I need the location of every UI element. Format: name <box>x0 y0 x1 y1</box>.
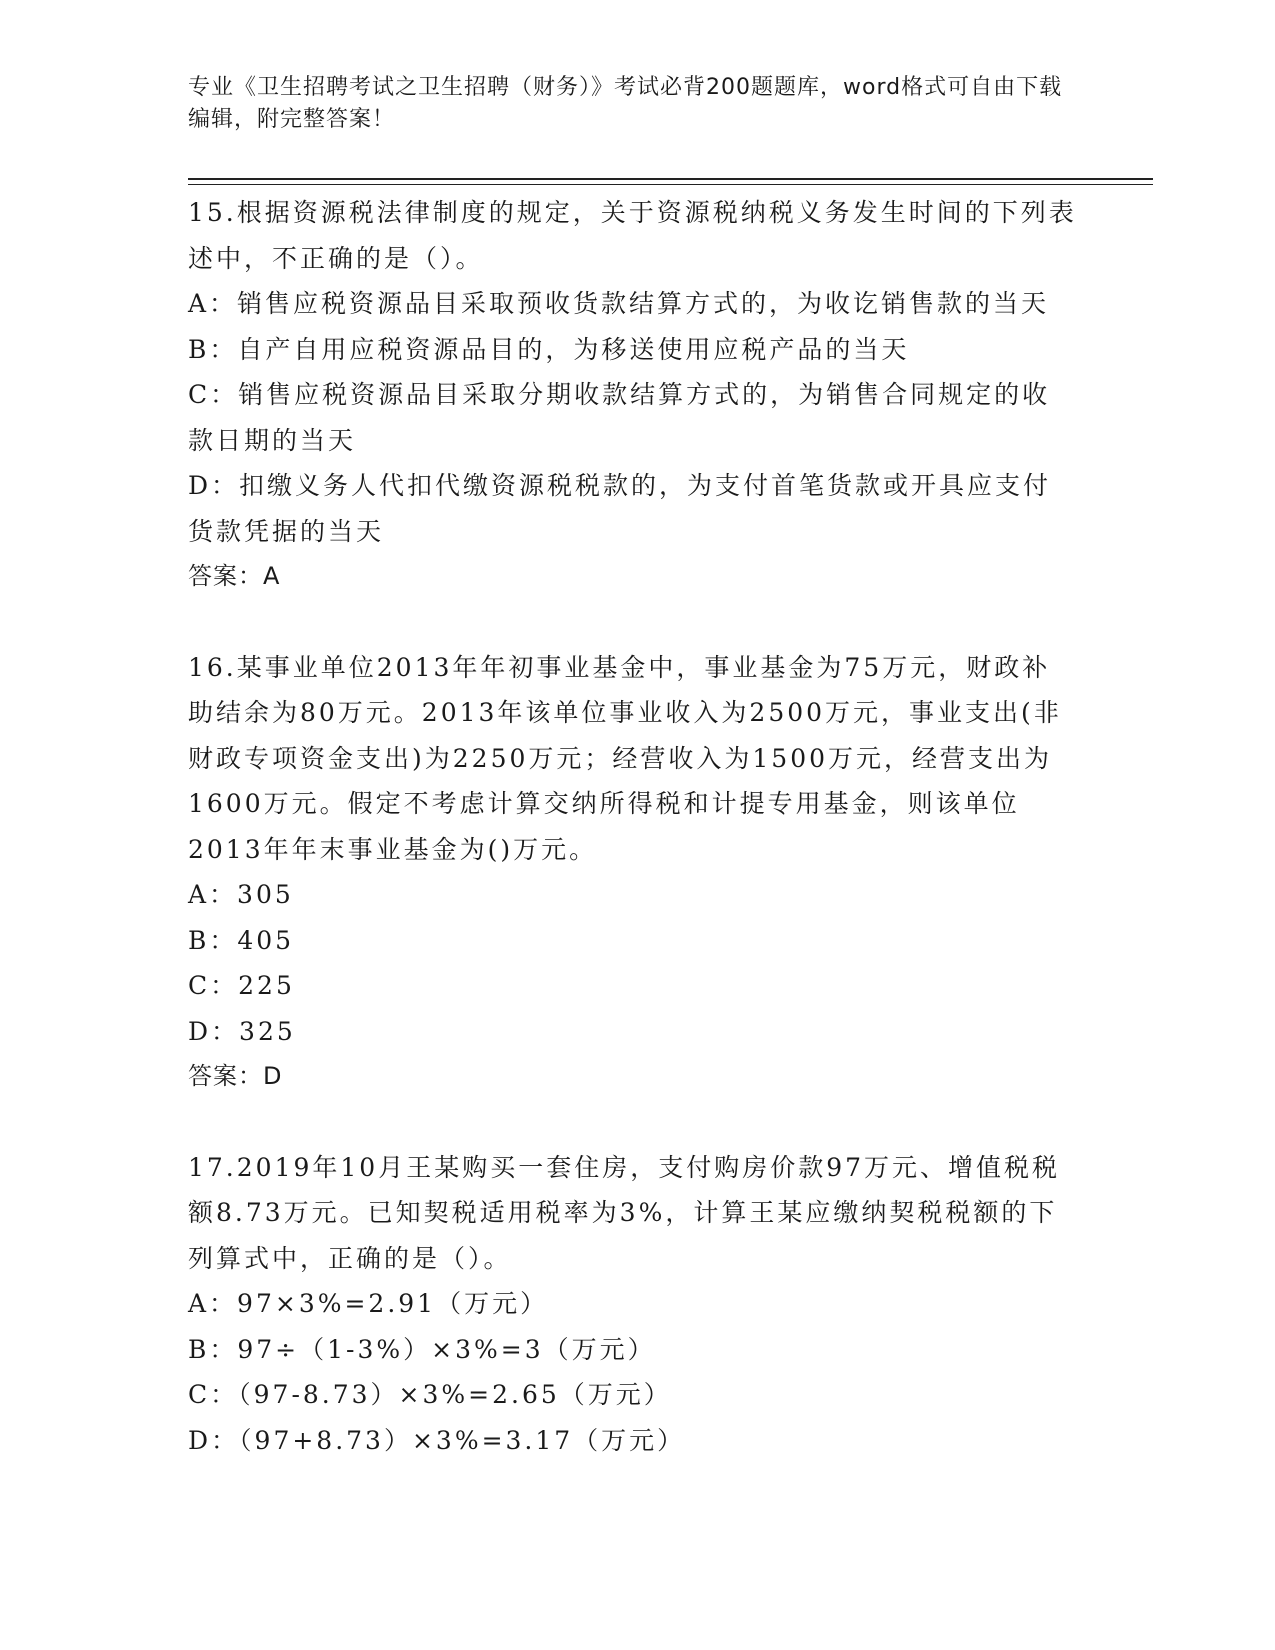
question-stem: 16.某事业单位2013年年初事业基金中，事业基金为75万元，财政补助结余为80万元。2013年该单位事业收入为2500万元，事业支出(非财政专项资金支出)为2250万元；经营收入为1500万元，经营支出为1600万元。假定不考虑计算交纳所得税和计提专用基金，则该单位2013年年末事业基金为()万元。 <box>188 652 1062 864</box>
document-header: 专业《卫生招聘考试之卫生招聘（财务）》考试必背200题题库，word格式可自由下载编辑，附完整答案！ <box>188 75 1063 132</box>
question-17 <box>188 1145 1078 1464</box>
option-c: C：销售应税资源品目采取分期收款结算方式的，为销售合同规定的收款日期的当天 <box>188 380 1051 455</box>
option-c: C：225 <box>188 971 295 1000</box>
option-a: A：97×3%=2.91（万元） <box>188 1289 549 1318</box>
option-c: C：（97-8.73）×3%=2.65（万元） <box>188 1380 672 1409</box>
answer-line: 答案：D <box>188 1062 283 1090</box>
question-list <box>188 190 1078 1463</box>
option-d: D：325 <box>188 1016 296 1046</box>
option-b: B：97÷（1-3%）×3%=3（万元） <box>188 1334 656 1364</box>
question-stem: 17.2019年10月王某购买一套住房，支付购房价款97万元、增值税税额8.73万元。已知契税适用税率为3%，计算王某应缴纳契税税额的下列算式中，正确的是（）。 <box>188 1152 1061 1273</box>
question-stem: 15.根据资源税法律制度的规定，关于资源税纳税义务发生时间的下列表述中，不正确的是（）。 <box>188 198 1077 273</box>
answer-line: 答案：A <box>188 562 281 590</box>
header-divider-thin <box>188 184 1153 185</box>
option-b: B：405 <box>188 925 295 955</box>
option-a: A：销售应税资源品目采取预收货款结算方式的，为收讫销售款的当天 <box>188 289 1050 318</box>
option-d: D：（97+8.73）×3%=3.17（万元） <box>188 1425 686 1455</box>
question-15 <box>188 190 1078 600</box>
header-divider-thick <box>188 178 1153 180</box>
question-16 <box>188 645 1078 1100</box>
option-a: A：305 <box>188 880 294 909</box>
option-b: B：自产自用应税资源品目的，为移送使用应税产品的当天 <box>188 334 910 364</box>
option-d: D：扣缴义务人代扣代缴资源税税款的，为支付首笔货款或开具应支付货款凭据的当天 <box>188 471 1052 546</box>
